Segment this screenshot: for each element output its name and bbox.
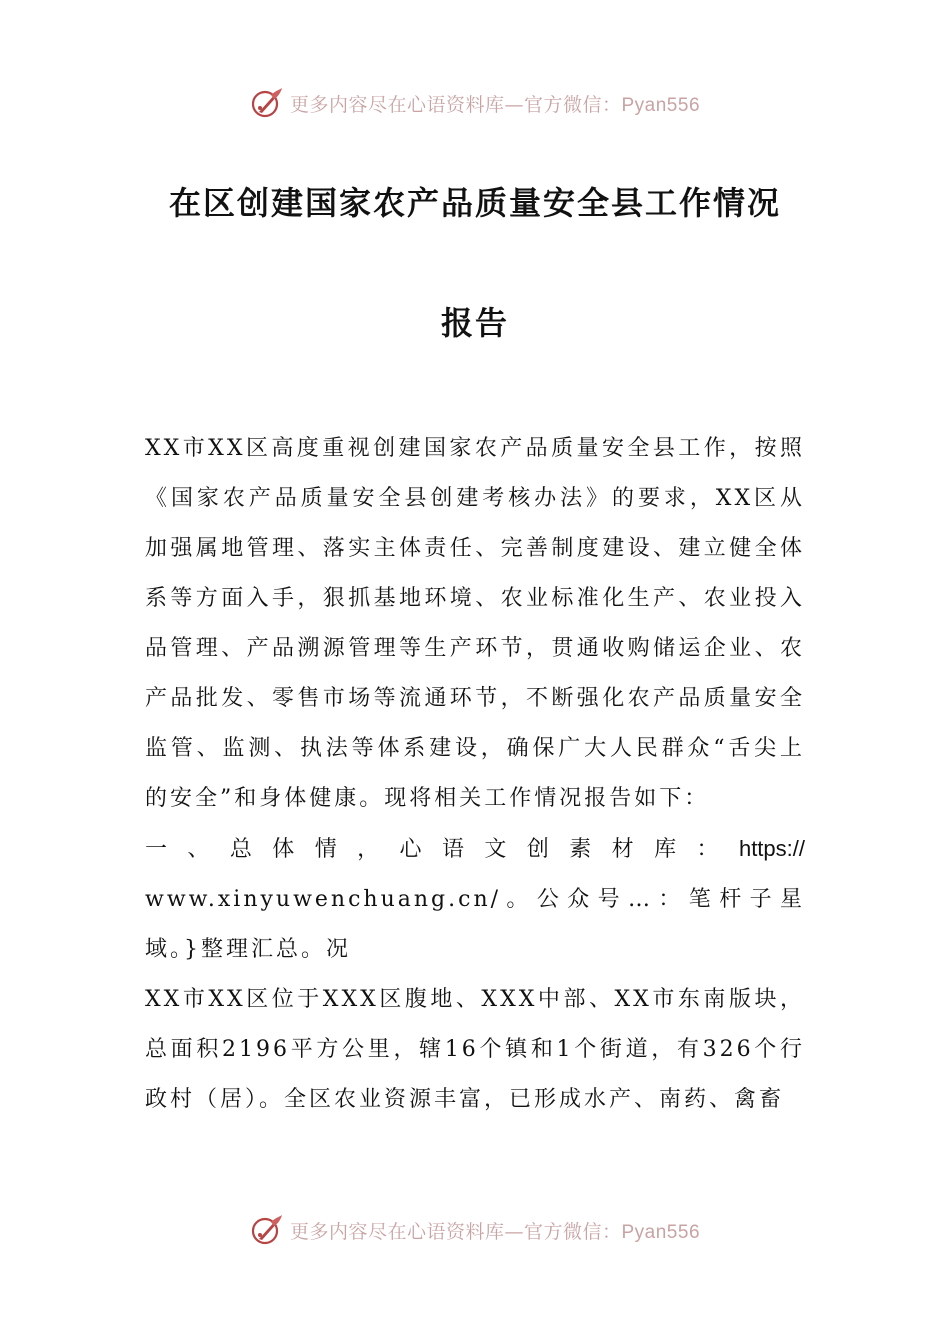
header-banner-dash: — [504,93,524,116]
section-heading-rest: www.xinyuwenchuang.cn/。公众号…：笔杆子星域。}整理汇总。况 [145,887,805,962]
document-body [145,424,805,1125]
paragraph-location: XX市XX区位于XXX区腹地、XXX中部、XX市东南版块，总面积2196平方公里，辖16个镇和1个街道，有326个行政村（居）。全区农业资源丰富，已形成水产、南药、禽畜 [145,987,805,1112]
footer-banner-wechat-id: Pyan556 [621,1221,701,1243]
document-title-line1: 在区创建国家农产品质量安全县工作情况 [168,184,781,222]
footer-banner-main: 更多内容尽在心语资料库 [289,1220,505,1243]
section-heading-overview [145,824,805,975]
footer-banner-text [290,1217,700,1244]
quill-logo-icon [250,86,284,120]
footer-banner-official: 官方微信： [523,1220,622,1243]
header-banner-official: 官方微信： [523,93,622,116]
section-heading-line1 [145,824,805,875]
quill-logo-icon [250,1213,284,1247]
footer-banner-dash: — [504,1220,524,1243]
section-heading-prefix: 一、总体情，心语文创素材库： [145,837,739,862]
header-banner-main: 更多内容尽在心语资料库 [289,93,505,116]
header-banner-wechat-id: Pyan556 [621,94,701,116]
paragraph-intro: XX市XX区高度重视创建国家农产品质量安全县工作，按照《国家农产品质量安全县创建考核办法》的要求，XX区从加强属地管理、落实主体责任、完善制度建设、建立健全体系等方面入手，狠抓基地环境、农业标准化生产、农业投入品管理、产品溯源管理等生产环节，贯通收购储运企业、农产品批发、零售市场等流通环节，不断强化农产品质量安全监管、监测、执法等体系建设，确保广大人民群众“舌尖上的安全”和身体健康。现将相关工作情况报告如下： [145,436,805,811]
footer-watermark-banner [0,1210,950,1250]
section-heading-url: https:// [738,836,805,861]
header-banner-text [290,90,700,117]
header-watermark-banner [0,83,950,123]
document-title-line2: 报告 [440,304,509,342]
